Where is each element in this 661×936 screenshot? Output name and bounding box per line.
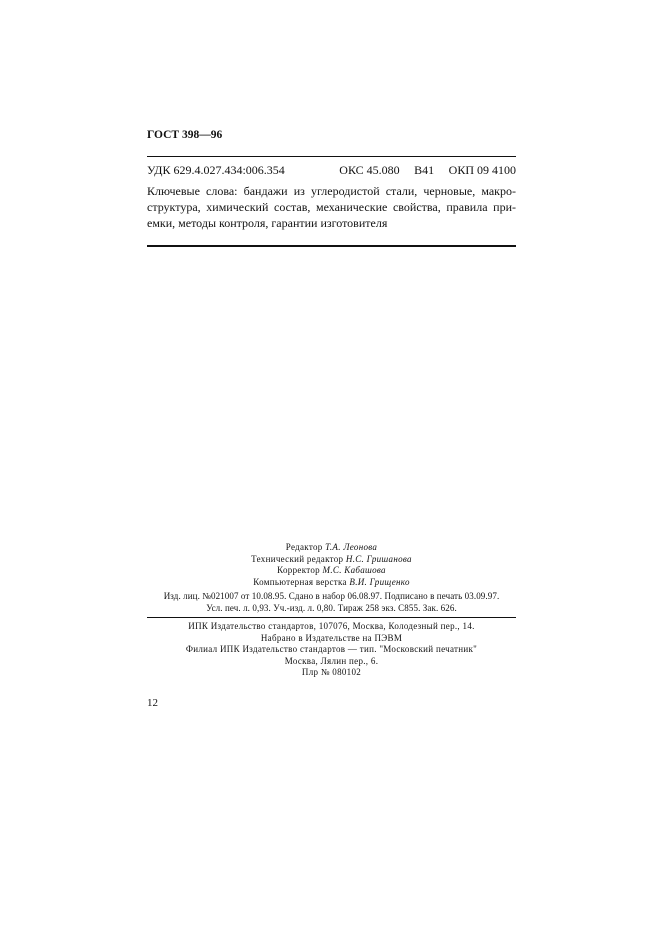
udk-code: УДК 629.4.027.434:006.354 [147, 163, 285, 177]
credit-line [147, 577, 516, 589]
imprint [147, 591, 516, 614]
imprint-line: Изд. лиц. №021007 от 10.08.95. Сдано в набор 06.08.97. Подписано в печать 03.09.97. [163, 591, 500, 601]
thick-divider [147, 245, 516, 247]
classification-line [147, 163, 516, 178]
credit-name: Н.С. Гришанова [345, 553, 412, 564]
publisher-line: Москва, Лялин пер., 6. [284, 655, 379, 666]
credits [147, 542, 516, 588]
oks-code: ОКС 45.080 [339, 163, 400, 177]
document-title: ГОСТ 398—96 [147, 129, 223, 141]
okp-code: ОКП 09 4100 [448, 163, 516, 177]
credit-role: Редактор [285, 542, 323, 552]
publisher-line: Набрано в Издательстве на ПЭВМ [260, 632, 403, 643]
group-code: В41 [414, 163, 435, 177]
publisher [147, 621, 516, 679]
publisher-line: Филиал ИПК Издательство стандартов — тип. "Московский печатник" [185, 644, 478, 654]
publisher-line: ИПК Издательство стандартов, 107076, Москва, Колодезный пер., 14. [188, 621, 475, 631]
credit-line [147, 554, 516, 566]
imprint-line: Усл. печ. л. 0,93. Уч.-изд. л. 0,80. Тираж 258 экз. С855. Зак. 626. [206, 602, 457, 613]
publisher-line: Плр № 080102 [301, 667, 362, 677]
credit-line [147, 565, 516, 577]
credit-name: Т.А. Леонова [325, 542, 378, 552]
credit-role: Технический редактор [251, 553, 344, 564]
page-number: 12 [147, 697, 158, 709]
divider [147, 617, 516, 618]
credit-name: М.С. Кабашова [322, 565, 386, 575]
credit-line [147, 542, 516, 554]
credit-name: В.И. Грищенко [349, 576, 410, 587]
credit-role: Компьютерная верстка [253, 576, 347, 587]
divider [147, 156, 516, 157]
credit-role: Корректор [277, 565, 320, 575]
keywords: Ключевые слова: бандажи из углеродистой стали, черновые, макро-структура, химический состав, механические свойства, правила при-емки, методы контроля, гарантии изготовителя [147, 184, 516, 230]
